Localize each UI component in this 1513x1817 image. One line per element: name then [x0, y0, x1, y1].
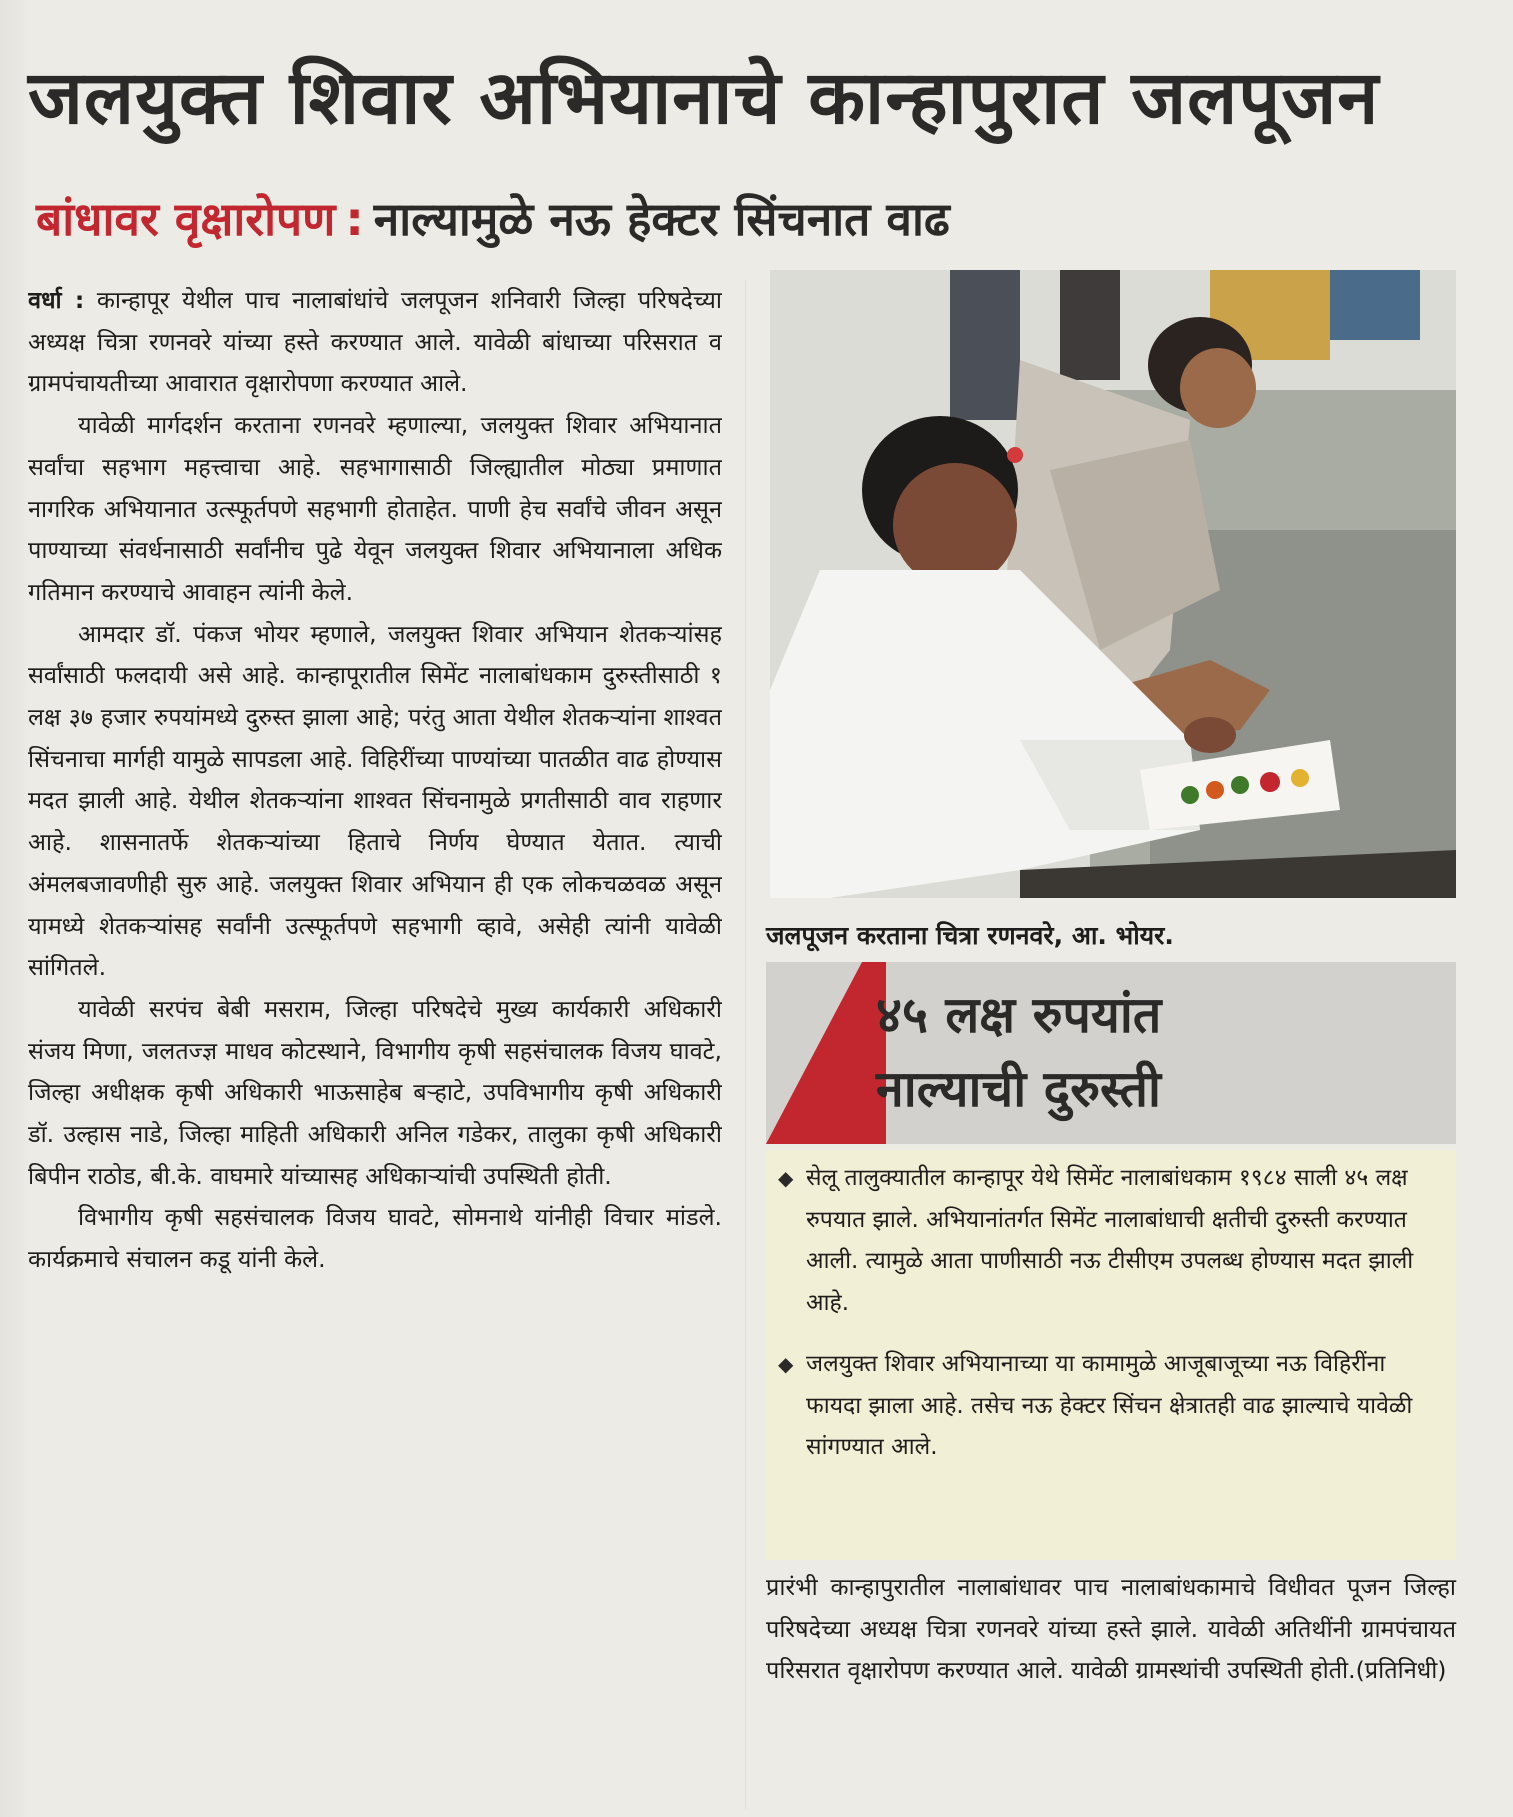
diamond-icon: ◆ — [778, 1352, 794, 1376]
article-paragraph — [28, 280, 722, 405]
article-paragraph: यावेळी सरपंच बेबी मसराम, जिल्हा परिषदेचे मुख्य कार्यकारी अधिकारी संजय मिणा, जलतज्ज्ञ माधव कोटस्थाने, विभागीय कृषी सहसंचालक विजय घावटे, जिल्हा अधीक्षक कृषी अधिकारी भाऊसाहेब बऱ्हाटे, उपविभागीय कृषी अधिकारी डॉ. उल्हास नाडे, जिल्हा माहिती अधिकारी अनिल गडेकर, तालुका कृषी अधिकारी बिपीन राठोड, बी.के. वाघमारे यांच्यासह अधिकाऱ्यांची उपस्थिती होती. — [28, 994, 722, 1190]
banner-text — [876, 978, 1436, 1126]
subhead — [36, 186, 1436, 252]
article-paragraph: विभागीय कृषी सहसंचालक विजय घावटे, सोमनाथे यांनीही विचार मांडले. कार्यक्रमाचे संचालन कडू यांनी केले. — [28, 1203, 722, 1274]
fact-item — [774, 1158, 1446, 1324]
article-paragraph: यावेळी मार्गदर्शन करताना रणनवरे म्हणाल्या, जलयुक्त शिवार अभियानात सर्वांचा सहभाग महत्त्वाचा आहे. सहभागासाठी जिल्ह्यातील मोठ्या प्रमाणात नागरिक अभियानात उत्स्फूर्तपणे सहभागी होताहेत. पाणी हेच सर्वांचे जीवन असून पाण्याच्या संवर्धनासाठी सर्वांनीच पुढे येवून जलयुक्त शिवार अभियानाला अधिक गतिमान करण्याचे आवाहन त्यांनी केले. — [28, 411, 722, 606]
fact-list — [766, 1150, 1456, 1469]
article-body — [28, 280, 722, 1805]
highlight-banner — [766, 962, 1456, 1144]
diamond-icon: ◆ — [778, 1166, 794, 1190]
subhead-separator: : — [345, 192, 364, 246]
news-photo — [770, 270, 1456, 898]
article-paragraph: आमदार डॉ. पंकज भोयर म्हणाले, जलयुक्त शिवार अभियान शेतकऱ्यांसह सर्वांसाठी फलदायी असे आहे. कान्हापूरातील सिमेंट नालाबांधकाम दुरुस्तीसाठी १ लक्ष ३७ हजार रुपयांमध्ये दुरुस्त झाला आहे; परंतु आता येथील शेतकऱ्यांना शाश्वत सिंचनाचा मार्गही यामुळे सापडला आहे. विहिरींच्या पाण्यांच्या पातळीत वाढ होण्यास मदत झाली आहे. येथील शेतकऱ्यांना शाश्वत सिंचनामुळे प्रगतीसाठी वाव राहणार आहे. शासनातर्फे शेतकऱ्यांच्या हिताचे निर्णय घेण्यात येतात. त्याची अंमलबजावणीही सुरु आहे. जलयुक्त शिवार अभियान ही एक लोकचळवळ असून यामध्ये शेतकऱ्यांसह सर्वांनी उत्स्फूर्तपणे सहभागी व्हावे, असेही त्यांनी यावेळी सांगितले. — [28, 619, 722, 982]
fact-box — [766, 1150, 1456, 1560]
closing-paragraph — [766, 1567, 1456, 1692]
subhead-rest: नाल्यामुळे नऊ हेक्टर सिंचनात वाढ — [373, 192, 950, 246]
banner-line-1: ४५ लक्ष रुपयांत — [876, 986, 1162, 1044]
fact-item — [774, 1344, 1446, 1469]
fact-text: सेलू तालुक्यातील कान्हापूर येथे सिमेंट नालाबांधकाम १९८४ साली ४५ लक्ष रुपयात झाले. अभियानांतर्गत सिमेंट नालाबांधाची क्षतीची दुरुस्ती करण्यात आली. त्यामुळे आता पाणीसाठी नऊ टीसीएम उपलब्ध होण्यास मदत झाली आहे. — [806, 1165, 1414, 1316]
paper-edge — [0, 0, 30, 1817]
photo-caption: जलपूजन करताना चित्रा रणनवरे, आ. भोयर. — [766, 921, 1174, 950]
paragraph-text: कान्हापूर येथील पाच नालाबांधांचे जलपूजन शनिवारी जिल्हा परिषदेच्या अध्यक्ष चित्रा रणनवरे यांच्या हस्ते करण्यात आले. यावेळी बांधाच्या परिसरात व ग्रामपंचायतीच्या आवारात वृक्षारोपणा करण्यात आले. — [28, 286, 722, 398]
headline: जलयुक्त शिवार अभियानाचे कान्हापुरात जलपूजन — [28, 55, 1380, 141]
fact-text: जलयुक्त शिवार अभियानाच्या या कामामुळे आजूबाजूच्या नऊ विहिरींना फायदा झाला आहे. तसेच नऊ हेक्टर सिंचन क्षेत्रातही वाढ झाल्याचे यावेळी सांगण्यात आले. — [806, 1351, 1413, 1460]
closing-text: प्रारंभी कान्हापुरातील नालाबांधावर पाच नालाबांधकामाचे विधीवत पूजन जिल्हा परिषदेच्या अध्यक्ष चित्रा रणनवरे यांच्या हस्ते झाले. यावेळी अतिथींनी ग्रामपंचायत परिसरात वृक्षारोपण करण्यात आले. यावेळी ग्रामस्थांची उपस्थिती होती.(प्रतिनिधी) — [766, 1573, 1456, 1685]
dateline: वर्धा : — [28, 286, 85, 314]
photo-illustration — [770, 270, 1456, 898]
subhead-highlight: बांधावर वृक्षारोपण — [36, 192, 336, 246]
column-divider — [745, 280, 746, 1810]
banner-red-wedge — [766, 962, 886, 1144]
banner-line-2: नाल्याची दुरुस्ती — [876, 1060, 1161, 1118]
